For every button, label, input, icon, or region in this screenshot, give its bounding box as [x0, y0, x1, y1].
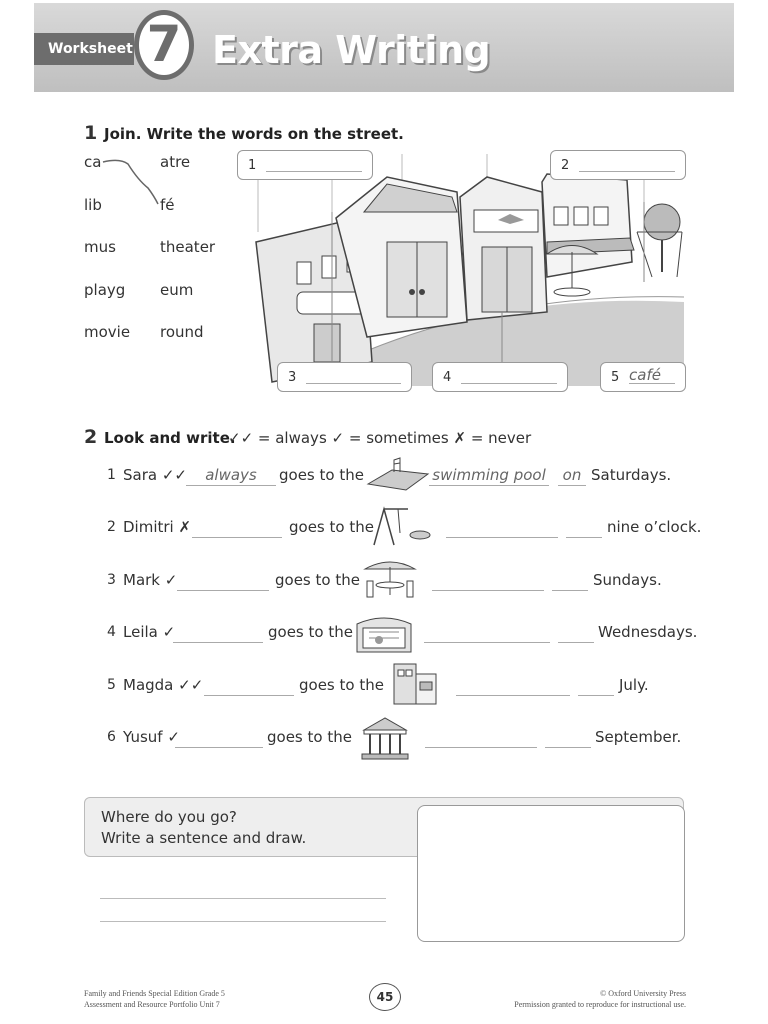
right-part-4: eum — [160, 281, 194, 299]
preposition-answer[interactable]: on — [558, 467, 586, 486]
row-ending: Saturdays. — [591, 466, 672, 484]
footer-right-line-1: © Oxford University Press — [600, 989, 686, 998]
preposition-answer[interactable] — [545, 729, 591, 748]
answer-line — [629, 383, 675, 384]
footer-left-line-2: Assessment and Resource Portfolio Unit 7 — [84, 1000, 220, 1009]
preposition-answer[interactable] — [578, 677, 614, 696]
section-2-number: 2 — [84, 426, 98, 448]
row-ending: nine o’clock. — [607, 518, 702, 536]
page-title: Extra Writing — [212, 28, 491, 72]
street-label-4[interactable] — [432, 362, 568, 392]
row-name: Mark ✓ — [123, 571, 178, 589]
example-join-line — [100, 158, 160, 208]
row-ending: Wednesdays. — [598, 623, 698, 641]
left-part-4: playg — [84, 281, 126, 299]
goes-to-the: goes to the — [275, 571, 360, 589]
place-answer[interactable] — [446, 519, 558, 538]
street-label-2[interactable] — [550, 150, 686, 180]
writing-instruction: Write a sentence and draw. — [101, 829, 307, 847]
left-part-5: movie — [84, 323, 131, 341]
row-name: Dimitri ✗ — [123, 518, 192, 536]
symbol-key: ✓✓ = always ✓ = sometimes ✗ = never — [228, 429, 532, 447]
place-answer[interactable] — [425, 729, 537, 748]
right-part-3: theater — [160, 238, 216, 256]
street-label-number: 1 — [248, 158, 257, 173]
preposition-answer[interactable] — [566, 519, 602, 538]
example-answer: café — [629, 366, 661, 384]
writing-line[interactable] — [100, 921, 386, 922]
cafe-icon — [355, 555, 425, 601]
row-number: 1 — [107, 467, 116, 483]
answer-line — [579, 171, 675, 172]
preposition-answer[interactable] — [552, 572, 588, 591]
street-label-number: 2 — [561, 158, 570, 173]
row-name: Sara ✓✓ — [123, 466, 187, 484]
street-label-number: 3 — [288, 370, 297, 385]
museum-icon — [350, 716, 420, 762]
row-ending: Sundays. — [593, 571, 662, 589]
swing-icon — [368, 503, 438, 549]
preposition-answer[interactable] — [558, 624, 594, 643]
page-number: 45 — [369, 983, 401, 1011]
left-part-3: mus — [84, 238, 116, 256]
answer-line — [461, 383, 557, 384]
right-part-5: round — [160, 323, 204, 341]
goes-to-the: goes to the — [268, 623, 353, 641]
theater-icon — [382, 660, 452, 706]
place-answer[interactable] — [456, 677, 570, 696]
place-answer[interactable] — [424, 624, 550, 643]
right-part-1: atre — [160, 153, 191, 171]
worksheet-label: Worksheet — [34, 33, 134, 65]
writing-line[interactable] — [100, 898, 386, 899]
goes-to-the: goes to the — [267, 728, 352, 746]
street-label-number: 5 — [611, 370, 620, 385]
goes-to-the: goes to the — [299, 676, 384, 694]
footer-left-line-1: Family and Friends Special Edition Grade 5 — [84, 989, 225, 998]
section-1-instruction: Join. Write the words on the street. — [104, 125, 404, 143]
row-number: 5 — [107, 677, 116, 693]
row-name: Magda ✓✓ — [123, 676, 204, 694]
goes-to-the: goes to the — [289, 518, 374, 536]
frequency-answer[interactable] — [204, 677, 294, 696]
row-number: 2 — [107, 519, 116, 535]
section-2-instruction: Look and write. — [104, 429, 236, 447]
row-number: 6 — [107, 729, 116, 745]
frequency-answer[interactable] — [175, 729, 263, 748]
drawing-area[interactable] — [417, 805, 685, 942]
row-number: 4 — [107, 624, 116, 640]
row-number: 3 — [107, 572, 116, 588]
answer-line — [306, 383, 401, 384]
street-label-number: 4 — [443, 370, 452, 385]
place-answer[interactable]: swimming pool — [429, 467, 549, 486]
section-1-number: 1 — [84, 122, 98, 144]
row-ending: September. — [595, 728, 682, 746]
row-name: Leila ✓ — [123, 623, 176, 641]
street-label-1[interactable] — [237, 150, 373, 180]
street-label-5[interactable] — [600, 362, 686, 392]
frequency-answer[interactable] — [173, 624, 263, 643]
writing-question: Where do you go? — [101, 808, 237, 826]
row-name: Yusuf ✓ — [123, 728, 180, 746]
street-label-3[interactable] — [277, 362, 412, 392]
left-part-2: lib — [84, 196, 102, 214]
footer-right-line-2: Permission granted to reproduce for instructional use. — [514, 1000, 686, 1009]
pool-icon — [362, 452, 432, 498]
goes-to-the: goes to the — [279, 466, 364, 484]
frequency-answer[interactable] — [177, 572, 269, 591]
library-icon — [349, 608, 419, 654]
frequency-answer[interactable]: always — [186, 467, 276, 486]
worksheet-number: 7 — [134, 10, 194, 80]
place-answer[interactable] — [432, 572, 544, 591]
frequency-answer[interactable] — [192, 519, 282, 538]
row-ending: July. — [619, 676, 649, 694]
street-illustration — [242, 152, 686, 388]
left-part-1: ca — [84, 153, 102, 171]
answer-line — [266, 171, 362, 172]
right-part-2: fé — [160, 196, 175, 214]
